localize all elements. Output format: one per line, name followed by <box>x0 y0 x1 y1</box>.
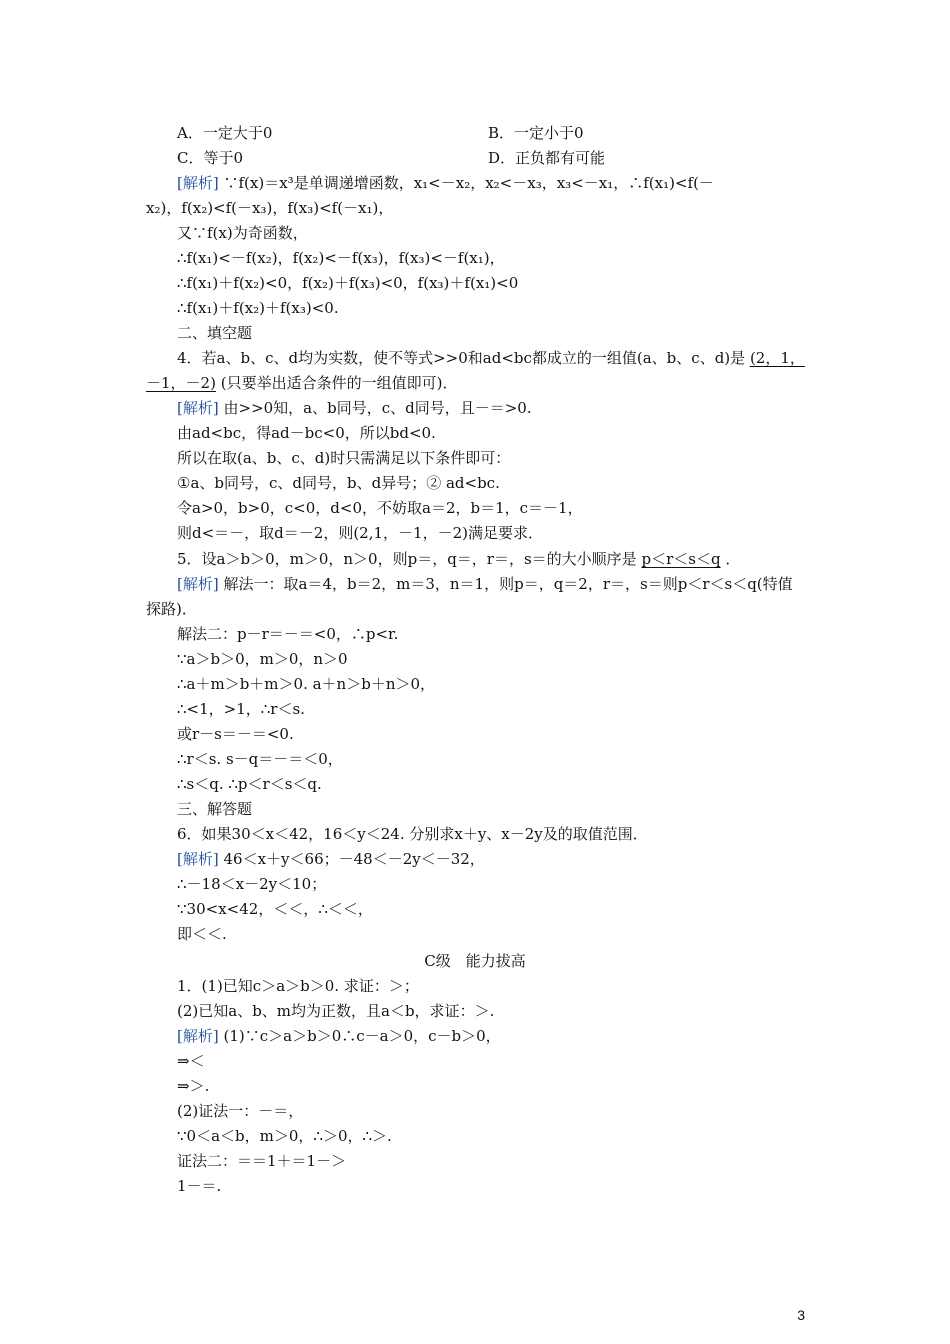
solution-line <box>177 397 532 419</box>
solution-line: 所以在取(a、b、c、d)时只需满足以下条件即可： <box>177 449 511 467</box>
solution-line: 即＜＜. <box>177 925 227 943</box>
solution-line: ⇒＜ <box>177 1052 205 1070</box>
question-text: 5．设a＞b＞0，m＞0，n＞0，则p＝，q＝，r＝，s＝的大小顺序是 <box>177 550 637 568</box>
solution-line: ∴r＜s. s－q＝－＝＜0， <box>177 750 343 768</box>
question-4-cont <box>146 372 457 394</box>
solution-line: 证法二：＝＝1＋＝1－＞ <box>177 1152 347 1170</box>
jiexi-tag: [解析] <box>177 1027 219 1045</box>
solution-line: 解法二：p－r＝－＝<0，∴p<r. <box>177 625 399 643</box>
question-4 <box>177 347 805 369</box>
solution-line: 探路)． <box>146 600 197 618</box>
answer-blank: (2，1， <box>749 349 805 367</box>
question-1-part2: (2)已知a、b、m均为正数，且a＜b，求证：＞. <box>177 1002 495 1020</box>
question-text: 4．若a、b、c、d均为实数，使不等式>>0和ad<bc都成立的一组值(a、b、c、d)是 <box>177 349 746 367</box>
jiexi-tag: [解析] <box>177 575 219 593</box>
solution-line <box>177 172 714 194</box>
question-6: 6．如果30＜x＜42，16＜y＜24. 分别求x＋y、x－2y及的取值范围． <box>177 825 648 843</box>
jiexi-tag: [解析] <box>177 850 219 868</box>
section-heading: 三、解答题 <box>177 800 253 818</box>
solution-line <box>177 1025 501 1047</box>
solution-line: ∴f(x₁)＋f(x₂)<0，f(x₂)＋f(x₃)<0，f(x₃)＋f(x₁)<0 <box>177 274 519 292</box>
solution-line: 或r－s＝－＝<0. <box>177 725 294 743</box>
solution-line: ∴f(x₁)<－f(x₂)，f(x₂)<－f(x₃)，f(x₃)<－f(x₁)， <box>177 249 505 267</box>
option-d: D．正负都有可能 <box>488 149 606 167</box>
level-heading: C级 能力拔高 <box>424 952 526 970</box>
section-heading: 二、填空题 <box>177 324 253 342</box>
option-a: A．一定大于0 <box>177 124 273 142</box>
solution-line: ∵30<x<42，＜＜，∴＜＜， <box>177 900 373 918</box>
jiexi-tag: [解析] <box>177 399 219 417</box>
line-text: 解法一：取a＝4，b＝2，m＝3，n＝1，则p＝，q＝2，r＝，s＝则p＜r＜s＜q(特值 <box>223 575 793 593</box>
option-c: C．等于0 <box>177 149 244 167</box>
question-5 <box>177 548 740 570</box>
solution-line: ⇒＞. <box>177 1077 210 1095</box>
answer-blank: p＜r＜s＜q <box>641 550 721 568</box>
line-text: 46＜x＋y＜66；－48＜－2y＜－32， <box>223 850 485 868</box>
line-text: (1)∵c＞a＞b＞0∴c－a＞0，c－b＞0， <box>223 1027 501 1045</box>
line-text: ∵f(x)＝x³是单调递增函数，x₁<－x₂，x₂<－x₃，x₃<－x₁，∴f(x₁)<f(－ <box>223 174 714 192</box>
solution-line: (2)证法一：－＝， <box>177 1102 304 1120</box>
solution-line: ①a、b同号，c、d同号，b、d异号；② ad<bc. <box>177 474 500 492</box>
solution-line: 令a>0，b>0，c<0，d<0，不妨取a＝2，b＝1，c＝－1， <box>177 499 583 517</box>
question-text: ． <box>725 550 741 568</box>
option-b: B．一定小于0 <box>488 124 584 142</box>
question-1: 1．(1)已知c＞a＞b＞0. 求证：＞； <box>177 977 419 995</box>
question-text: (只要举出适合条件的一组值即可)． <box>220 374 458 392</box>
solution-line: 1－＝. <box>177 1177 222 1195</box>
page-number: 3 <box>797 1307 805 1323</box>
solution-line <box>177 848 485 870</box>
answer-blank: －1，－2) <box>146 374 216 392</box>
solution-line: ∴－18＜x－2y＜10； <box>177 875 327 893</box>
solution-line: ∴<1，>1，∴r＜s. <box>177 700 305 718</box>
solution-line: ∴a＋m＞b＋m＞0. a＋n＞b＋n＞0， <box>177 675 436 693</box>
solution-line: 由ad<bc，得ad－bc<0，所以bd<0. <box>177 424 436 442</box>
solution-line: x₂)，f(x₂)<f(－x₃)，f(x₃)<f(－x₁)， <box>146 199 394 217</box>
solution-line: ∵a＞b＞0，m＞0，n＞0 <box>177 650 348 668</box>
solution-line: 又∵f(x)为奇函数， <box>177 224 308 242</box>
solution-line: ∴f(x₁)＋f(x₂)＋f(x₃)<0. <box>177 299 339 317</box>
solution-line: ∵0＜a＜b，m＞0，∴＞0，∴＞. <box>177 1127 392 1145</box>
line-text: 由>>0知，a、b同号，c、d同号，且－＝>0. <box>223 399 532 417</box>
jiexi-tag: [解析] <box>177 174 219 192</box>
solution-line: 则d<＝－，取d＝－2，则(2,1，－1，－2)满足要求． <box>177 524 543 542</box>
solution-line <box>177 573 793 595</box>
solution-line: ∴s＜q. ∴p＜r＜s＜q. <box>177 775 322 793</box>
